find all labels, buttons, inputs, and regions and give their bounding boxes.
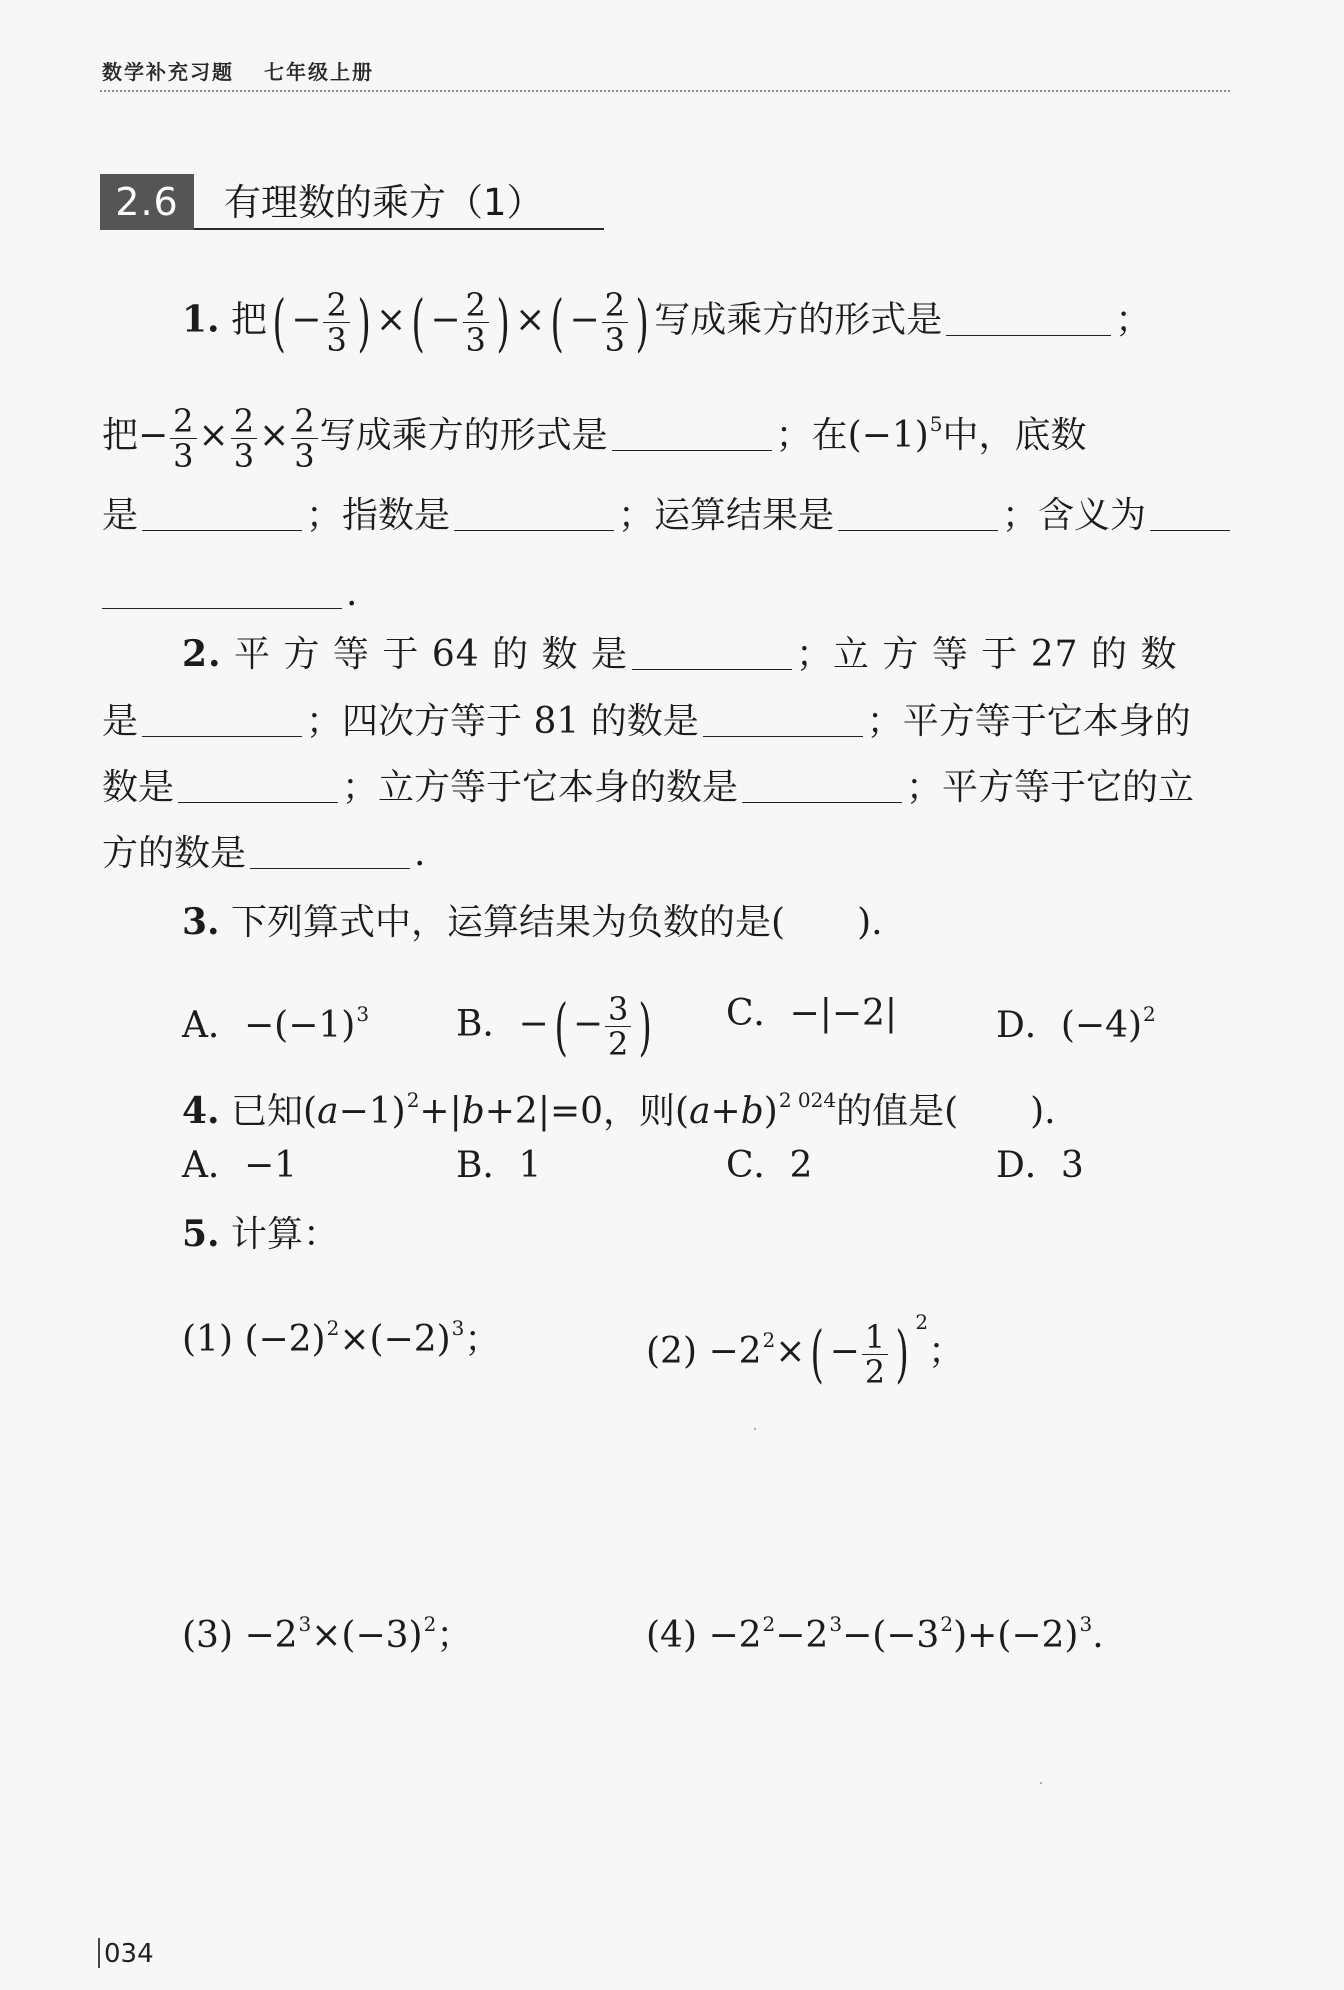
times-sign: × — [376, 299, 407, 341]
answer-blank[interactable] — [742, 802, 902, 803]
answer-blank[interactable] — [102, 608, 342, 609]
denominator: 3 — [463, 322, 489, 357]
minus-sign: − — [569, 299, 600, 341]
q1-text: 写成乘方的形式是 — [319, 415, 608, 456]
q1-text: 写成乘方的形式是 — [654, 299, 943, 341]
q4-text: 已知( — [231, 1091, 318, 1132]
left-paren: ( — [411, 285, 425, 359]
variable-a: a — [689, 1091, 711, 1132]
option-text: B．− — [456, 1003, 549, 1045]
numerator: 2 — [326, 286, 347, 324]
q1-text: 把− — [102, 415, 169, 456]
part-text: (2) −2 — [646, 1331, 762, 1372]
variable-b: b — [740, 1091, 764, 1132]
q2-text: ；平方等于它的立 — [906, 767, 1195, 808]
times-sign: × — [259, 415, 290, 456]
q2-line-1 — [182, 632, 1177, 677]
times-sign: × — [198, 415, 229, 456]
q1-line-1 — [182, 285, 1152, 359]
answer-blank[interactable] — [178, 802, 338, 803]
variable-b: b — [461, 1091, 485, 1132]
q4-option-a[interactable] — [182, 1144, 297, 1188]
part-text: ×(−3) — [311, 1615, 423, 1656]
answer-blank[interactable] — [1150, 530, 1230, 531]
fraction — [323, 288, 349, 357]
q2-text: ；立 方 等 于 27 的 数 — [795, 634, 1178, 675]
times-sign: × — [775, 1331, 806, 1372]
exponent: 2 — [326, 1316, 340, 1340]
variable-a: a — [317, 1091, 339, 1132]
option-text: D．3 — [996, 1145, 1084, 1186]
q4-text: ) — [763, 1091, 778, 1132]
q5-part-3 — [182, 1602, 472, 1658]
q2-text: 方的数是 — [102, 833, 247, 874]
q4-text: +| — [419, 1091, 462, 1132]
exponent: 2 024 — [778, 1088, 837, 1112]
numerator: 3 — [608, 990, 629, 1028]
numerator: 1 — [864, 1317, 886, 1356]
part-text: ×(−2) — [339, 1319, 451, 1360]
q3-option-b[interactable] — [456, 989, 658, 1063]
q4-number: 4. — [182, 1090, 220, 1132]
period: . — [346, 573, 358, 614]
right-paren: ) — [635, 285, 649, 359]
fraction — [463, 288, 489, 357]
right-paren: ) — [895, 1317, 909, 1390]
answer-blank[interactable] — [946, 335, 1111, 336]
running-head — [102, 56, 374, 85]
q5-part-2 — [646, 1300, 964, 1389]
q5-part-4 — [646, 1602, 1104, 1658]
exponent: 3 — [356, 1002, 370, 1026]
exponent: 3 — [829, 1612, 843, 1636]
q5-text: 计算： — [231, 1214, 340, 1255]
q3-number: 3. — [182, 901, 220, 943]
left-paren: ( — [810, 1317, 825, 1390]
exponent: 2 — [406, 1088, 420, 1112]
semicolon: ； — [436, 1615, 473, 1656]
q3-option-d[interactable] — [996, 992, 1156, 1048]
semicolon: ； — [464, 1319, 501, 1360]
page-number — [98, 1938, 154, 1969]
exponent: 2 — [940, 1612, 954, 1636]
q1-text: ；指数是 — [306, 495, 451, 536]
q2-text: 是 — [102, 701, 139, 742]
scan-speck — [1040, 1782, 1042, 1784]
q2-text: ；四次方等于 81 的数是 — [306, 701, 699, 742]
exponent: 5 — [929, 412, 943, 436]
option-text: C．−|−2| — [726, 993, 898, 1034]
q1-text: 中，底数 — [942, 415, 1087, 456]
exponent: 2 — [762, 1612, 776, 1636]
right-paren: ) — [638, 989, 653, 1063]
page-number-text: 034 — [104, 1939, 154, 1969]
q2-text: ；立方等于它本身的数是 — [342, 767, 739, 808]
answer-blank[interactable] — [612, 450, 772, 451]
q5-stem — [182, 1212, 339, 1257]
period: . — [414, 833, 426, 874]
numerator: 2 — [465, 286, 486, 324]
section-heading — [100, 174, 604, 230]
semicolon: ； — [1115, 299, 1152, 341]
fraction — [862, 1317, 888, 1391]
denominator: 2 — [862, 1354, 888, 1389]
answer-blank[interactable] — [250, 868, 410, 869]
period: . — [1092, 1615, 1104, 1656]
q4-stem — [182, 1078, 1056, 1134]
option-text: C．2 — [726, 1145, 813, 1186]
numerator: 2 — [233, 401, 255, 440]
q2-text: 平 方 等 于 64 的 数 是 — [234, 634, 628, 675]
q3-option-a[interactable] — [182, 992, 369, 1048]
part-text: −2 — [775, 1615, 829, 1656]
left-paren: ( — [550, 285, 565, 359]
answer-blank[interactable] — [142, 530, 302, 531]
fraction — [231, 401, 257, 475]
minus-sign: − — [291, 299, 322, 341]
denominator: 3 — [323, 322, 349, 357]
numerator: 2 — [604, 286, 626, 324]
denominator: 3 — [231, 438, 257, 473]
q4-option-b[interactable] — [456, 1144, 541, 1188]
option-text: A．−(−1) — [182, 1005, 356, 1046]
exponent: 3 — [451, 1316, 465, 1340]
q2-text: ；平方等于它本身的 — [866, 701, 1191, 742]
q4-option-d[interactable] — [996, 1144, 1084, 1188]
q4-text: + — [710, 1091, 741, 1132]
denominator: 2 — [605, 1026, 631, 1061]
right-paren: ) — [496, 285, 510, 359]
grade-label: 七年级上册 — [264, 60, 374, 84]
fraction — [602, 288, 628, 357]
exponent: 2 — [915, 1310, 929, 1334]
q2-line-4 — [102, 832, 425, 876]
fraction — [170, 401, 196, 475]
part-text: )+(−2) — [953, 1615, 1079, 1656]
right-paren: ) — [357, 285, 371, 359]
q5-number: 5. — [182, 1213, 220, 1255]
minus-sign: − — [572, 1003, 603, 1045]
q1-text: ；运算结果是 — [618, 495, 835, 536]
answer-blank[interactable] — [632, 669, 792, 670]
exponent: 2 — [423, 1612, 437, 1636]
left-paren: ( — [554, 989, 568, 1063]
denominator: 3 — [291, 438, 317, 473]
q3-option-c[interactable] — [726, 992, 897, 1036]
fraction — [291, 401, 317, 475]
header-dotted-rule — [100, 90, 1230, 92]
q4-text: +2|=0，则( — [484, 1091, 690, 1132]
option-text: A．−1 — [182, 1145, 298, 1186]
exponent: 2 — [762, 1328, 776, 1352]
numerator: 2 — [294, 401, 315, 440]
answer-blank[interactable] — [142, 736, 302, 737]
semicolon: ； — [928, 1331, 965, 1372]
q2-line-2 — [102, 700, 1191, 744]
q2-number: 2. — [182, 633, 222, 675]
q1-line-2 — [102, 402, 1087, 473]
q3-stem — [182, 900, 883, 945]
q4-text: 的值是( ). — [836, 1091, 1056, 1132]
q1-text: 是 — [102, 495, 139, 536]
section-number: 2.6 — [100, 174, 194, 230]
part-text: −(−3 — [842, 1615, 940, 1656]
q1-line-4 — [102, 572, 357, 616]
q1-text: ；在(−1) — [775, 415, 929, 456]
section-title: 有理数的乘方（1） — [224, 181, 544, 224]
folio-bar — [98, 1938, 100, 1968]
minus-sign: − — [829, 1331, 860, 1372]
q2-text: 数是 — [102, 767, 175, 808]
option-text: B．1 — [456, 1145, 542, 1186]
book-title: 数学补充习题 — [102, 60, 234, 84]
option-text: D．(−4) — [996, 1005, 1143, 1046]
scan-speck — [754, 1428, 756, 1430]
answer-blank[interactable] — [454, 530, 614, 531]
q1-number: 1. — [182, 298, 220, 341]
denominator: 3 — [602, 322, 628, 357]
exponent: 3 — [298, 1612, 312, 1636]
denominator: 3 — [170, 438, 196, 473]
q1-text: 把 — [231, 299, 268, 341]
q2-line-3 — [102, 766, 1194, 810]
q4-option-c[interactable] — [726, 1144, 812, 1188]
part-text: (1) (−2) — [182, 1319, 326, 1360]
numerator: 2 — [173, 401, 194, 440]
answer-blank[interactable] — [703, 736, 863, 737]
left-paren: ( — [272, 285, 286, 359]
q1-line-3 — [102, 494, 1234, 538]
q5-part-1 — [182, 1306, 500, 1362]
minus-sign: − — [430, 299, 461, 341]
q4-text: −1) — [338, 1091, 406, 1132]
part-text: (3) −2 — [182, 1615, 298, 1656]
fraction — [605, 992, 631, 1061]
times-sign: × — [515, 299, 546, 341]
q3-text: 下列算式中，运算结果为负数的是( ). — [231, 902, 883, 943]
answer-blank[interactable] — [838, 530, 998, 531]
exponent: 3 — [1079, 1612, 1093, 1636]
part-text: (4) −2 — [646, 1615, 762, 1656]
q1-text: ；含义为 — [1002, 495, 1147, 536]
exponent: 2 — [1143, 1002, 1156, 1026]
